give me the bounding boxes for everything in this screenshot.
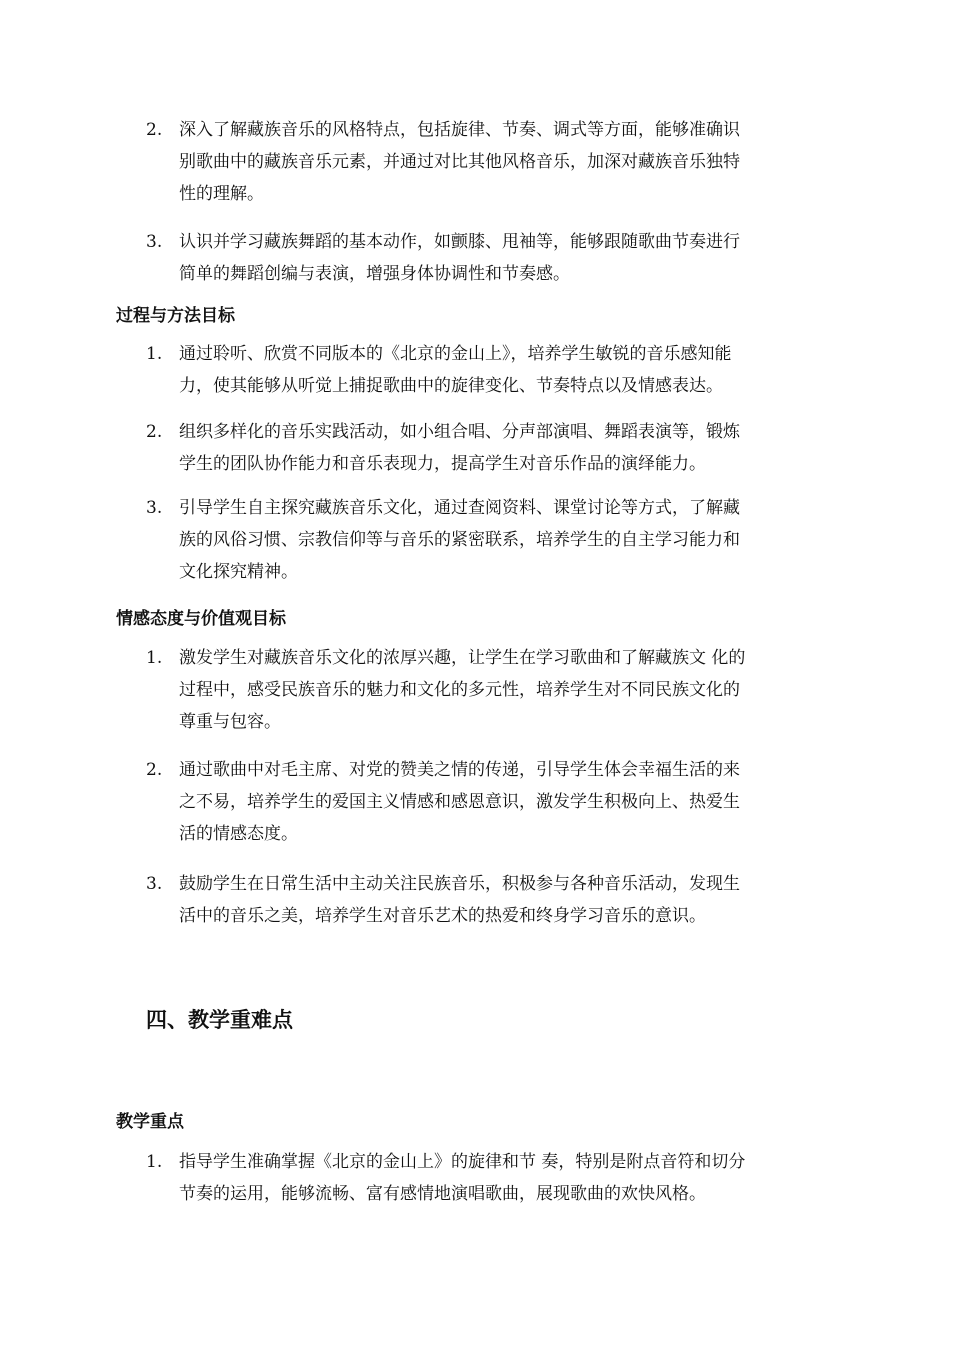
text-line: 指导学生准确掌握《北京的金山上》的旋律和节 奏，特别是附点音符和切分: [179, 1152, 746, 1172]
list-text: [146, 416, 826, 480]
text-line: 性的理解。: [179, 184, 264, 204]
text-line: 文化探究精神。: [179, 562, 298, 582]
list-item: [146, 754, 826, 850]
list-item: [146, 492, 826, 588]
text-line: 鼓励学生在日常生活中主动关注民族音乐，积极参与各种音乐活动，发现生: [179, 874, 740, 894]
text-line: 之不易，培养学生的爱国主义情感和感恩意识，激发学生积极向上、热爱生: [179, 792, 740, 812]
list-number: 1.: [146, 648, 163, 668]
list-text: [146, 754, 826, 850]
text-line: 族的风俗习惯、宗教信仰等与音乐的紧密联系，培养学生的自主学习能力和: [179, 530, 740, 550]
text-line: 引导学生自主探究藏族音乐文化，通过查阅资料、课堂讨论等方式，了解藏: [179, 498, 740, 518]
list-text: [146, 226, 826, 290]
text-line: 过程中，感受民族音乐的魅力和文化的多元性，培养学生对不同民族文化的: [179, 680, 740, 700]
list-item: [146, 642, 826, 738]
list-item: [146, 416, 826, 480]
subsection-heading: 过程与方法目标: [116, 306, 235, 326]
text-line: 激发学生对藏族音乐文化的浓厚兴趣，让学生在学习歌曲和了解藏族文 化的: [179, 648, 746, 668]
list-item: [146, 226, 826, 290]
text-line: 力，使其能够从听觉上捕捉歌曲中的旋律变化、节奏特点以及情感表达。: [179, 376, 723, 396]
list-text: [146, 492, 826, 588]
list-item: [146, 338, 826, 402]
list-text: [146, 114, 826, 210]
text-line: 简单的舞蹈创编与表演，增强身体协调性和节奏感。: [179, 264, 570, 284]
subsection-heading: 情感态度与价值观目标: [116, 609, 286, 629]
text-line: 节奏的运用，能够流畅、富有感情地演唱歌曲，展现歌曲的欢快风格。: [179, 1184, 706, 1204]
list-number: 1.: [146, 1152, 163, 1172]
section-title: 四、教学重难点: [146, 1007, 293, 1032]
text-line: 认识并学习藏族舞蹈的基本动作，如颤膝、甩袖等，能够跟随歌曲节奏进行: [179, 232, 740, 252]
list-item: [146, 1146, 826, 1210]
list-text: [146, 868, 826, 932]
list-text: [146, 338, 826, 402]
list-number: 3.: [146, 232, 163, 252]
text-line: 组织多样化的音乐实践活动，如小组合唱、分声部演唱、舞蹈表演等，锻炼: [179, 422, 740, 442]
list-number: 1.: [146, 344, 163, 364]
list-text: [146, 1146, 826, 1210]
subsection-heading: 教学重点: [116, 1112, 184, 1132]
text-line: 通过聆听、欣赏不同版本的《北京的金山上》，培养学生敏锐的音乐感知能: [179, 344, 732, 364]
list-item: [146, 114, 826, 210]
list-number: 2.: [146, 760, 163, 780]
text-line: 尊重与包容。: [179, 712, 281, 732]
text-line: 深入了解藏族音乐的风格特点，包括旋律、节奏、调式等方面，能够准确识: [179, 120, 740, 140]
list-number: 2.: [146, 422, 163, 442]
list-number: 2.: [146, 120, 163, 140]
list-item: [146, 868, 826, 932]
list-text: [146, 642, 826, 738]
list-number: 3.: [146, 498, 163, 518]
list-number: 3.: [146, 874, 163, 894]
text-line: 通过歌曲中对毛主席、对党的赞美之情的传递，引导学生体会幸福生活的来: [179, 760, 740, 780]
text-line: 活的情感态度。: [179, 824, 298, 844]
text-line: 学生的团队协作能力和音乐表现力，提高学生对音乐作品的演绎能力。: [179, 454, 706, 474]
text-line: 活中的音乐之美，培养学生对音乐艺术的热爱和终身学习音乐的意识。: [179, 906, 706, 926]
text-line: 别歌曲中的藏族音乐元素，并通过对比其他风格音乐，加深对藏族音乐独特: [179, 152, 740, 172]
